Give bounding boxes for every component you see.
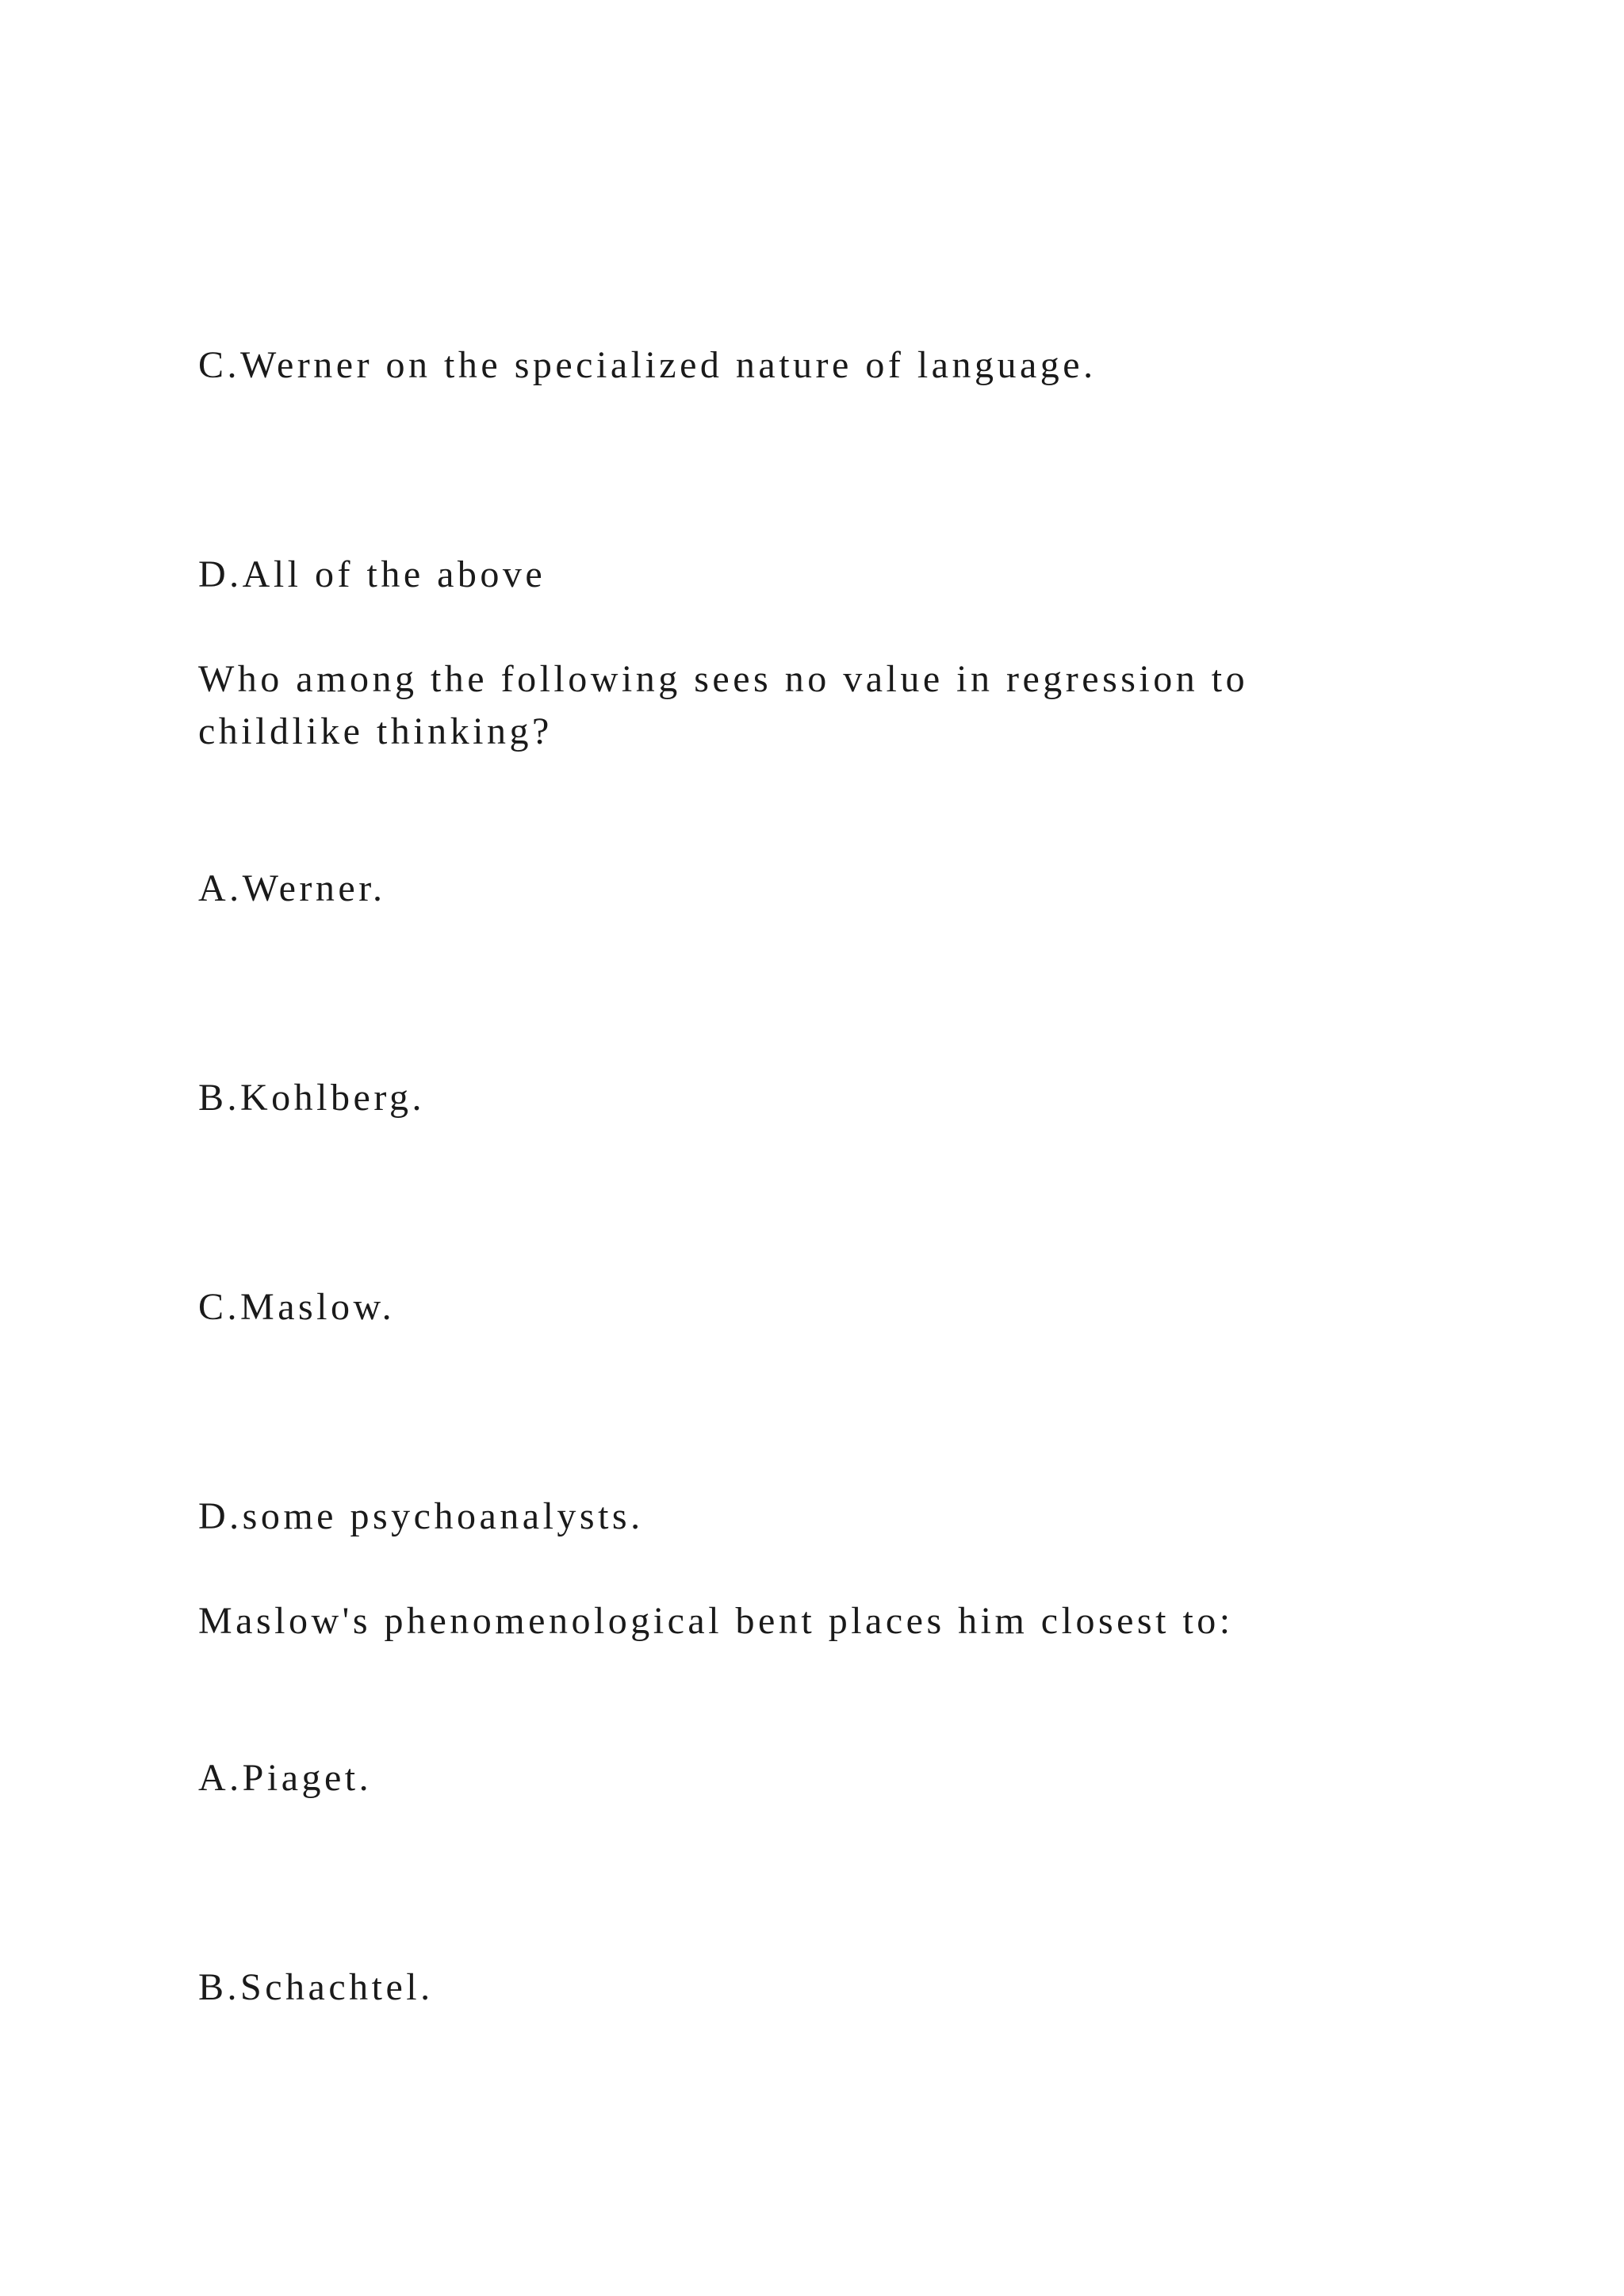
option-d: D.All of the above <box>198 553 546 595</box>
question-prompt: Maslow's phenomenological bent places him closest to: <box>198 1600 1234 1642</box>
option-c: C.Maslow. <box>198 1286 396 1328</box>
answer-options-continued <box>198 339 1332 601</box>
option-a: A.Werner. <box>198 867 386 909</box>
question-1 <box>198 653 1332 1543</box>
option-d: D.some psychoanalysts. <box>198 1495 644 1537</box>
document-body <box>198 339 1332 2014</box>
option-c: C.Werner on the specialized nature of language. <box>198 344 1097 386</box>
option-b: B.Kohlberg. <box>198 1077 425 1119</box>
option-a: A.Piaget. <box>198 1757 373 1799</box>
question-prompt: Who among the following sees no value in regression to childlike thinking? <box>198 658 1249 752</box>
option-b: B.Schachtel. <box>198 1966 434 2008</box>
question-2 <box>198 1595 1332 2014</box>
